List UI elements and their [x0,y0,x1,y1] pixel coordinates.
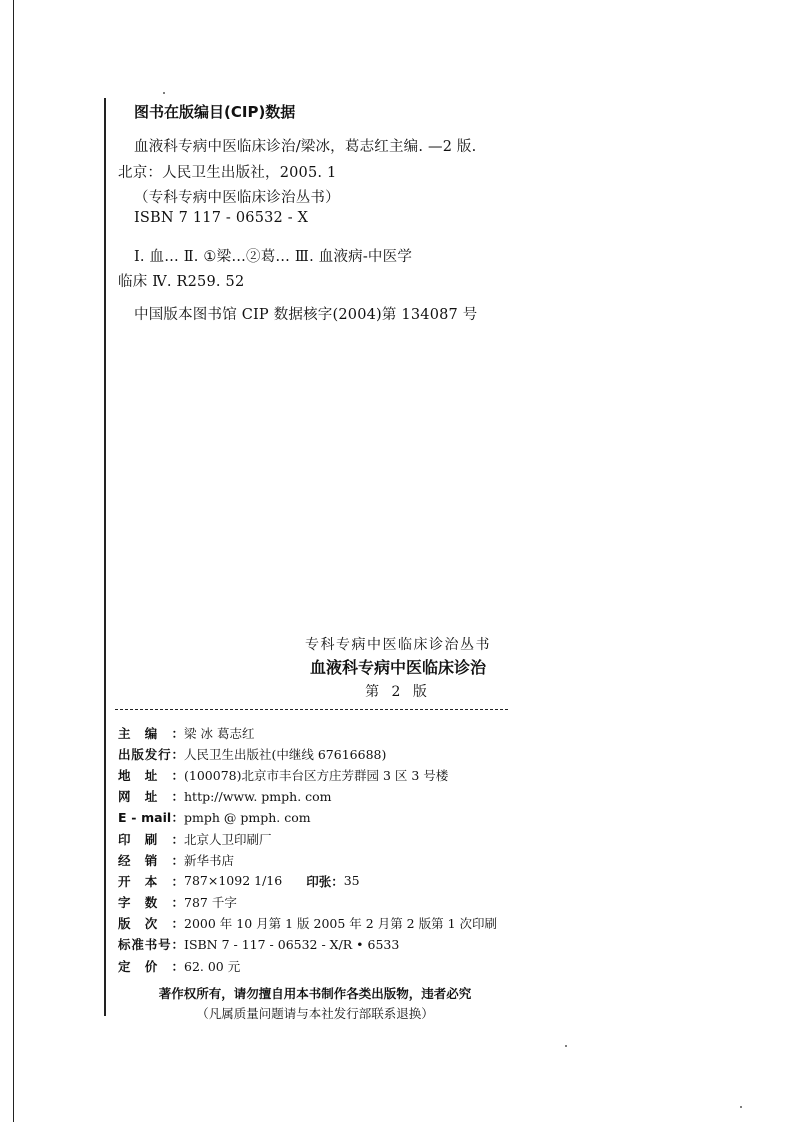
divider [115,709,508,710]
info-row [118,955,588,976]
sheets-label: 印张： [306,873,344,889]
info-label: 版次： [118,916,184,932]
info-label: E - mail： [118,810,184,826]
cip-line: 北京：人民卫生出版社，2005. 1 [118,165,337,181]
publication-info [118,722,588,976]
quality-notice: （凡属质量问题请与本社发行部联系退换） [196,1006,434,1021]
info-row [118,743,588,764]
scan-speck [163,92,165,94]
info-label: 出版发行： [118,746,184,762]
scan-speck [565,1045,567,1047]
book-title: 血液科专病中医临床诊治 [309,658,486,677]
info-row [118,913,588,934]
info-row [118,934,588,955]
info-value: ISBN 7 - 117 - 06532 - X/R • 6533 [184,936,400,952]
info-row [118,807,588,828]
info-value: 梁 冰 葛志红 [184,725,255,741]
copyright-notice: 著作权所有，请勿擅自用本书制作各类出版物，违者必究 [158,986,472,1001]
info-row [118,828,588,849]
info-row [118,764,588,785]
info-label: 字数： [118,895,184,911]
info-value: 北京人卫印刷厂 [184,831,272,847]
sheets-value: 35 [343,873,360,889]
cip-line: （专科专病中医临床诊治丛书） [134,190,340,206]
info-value: 2000 年 10 月第 1 版 2005 年 2 月第 2 版第 1 次印刷 [184,916,497,932]
scan-speck [740,1106,742,1108]
info-label: 经销： [118,852,184,868]
info-label: 标准书号： [118,937,184,953]
info-row [118,849,588,870]
edition-label: 第 2 版 [365,684,431,700]
info-row [118,722,588,743]
info-value: (100078)北京市丰台区方庄芳群园 3 区 3 号楼 [184,767,449,783]
cip-line: Ⅰ. 血… Ⅱ. ①梁…②葛… Ⅲ. 血液病-中医学 [134,249,413,265]
vertical-rule [104,98,106,1016]
page-edge-line [13,0,14,1122]
info-value: 787×1092 1/16 [184,873,283,889]
info-value: 新华书店 [184,852,235,868]
cip-line: 临床 Ⅳ. R259. 52 [118,274,245,290]
cip-line: ISBN 7 117 - 06532 - X [134,210,309,226]
info-value: 787 千字 [184,895,237,911]
info-value: 62. 00 元 [184,958,241,974]
cip-title: 图书在版编目(CIP)数据 [134,103,296,121]
cip-line: 中国版本图书馆 CIP 数据核字(2004)第 134087 号 [134,307,478,323]
info-label: 定价： [118,958,184,974]
info-label: 开本： [118,873,184,889]
info-label: 地址： [118,767,184,783]
info-value: 人民卫生出版社(中继线 67616688) [184,746,387,762]
cip-line: 血液科专病中医临床诊治/梁冰，葛志红主编. —2 版. [134,139,477,155]
info-label: 印刷： [118,831,184,847]
info-row [118,870,588,891]
info-label: 主编： [118,725,184,741]
info-value: pmph @ pmph. com [184,809,311,825]
series-name: 专科专病中医临床诊治丛书 [305,637,491,653]
info-row [118,786,588,807]
info-row [118,892,588,913]
info-value: http://www. pmph. com [184,788,332,804]
info-label: 网址： [118,789,184,805]
